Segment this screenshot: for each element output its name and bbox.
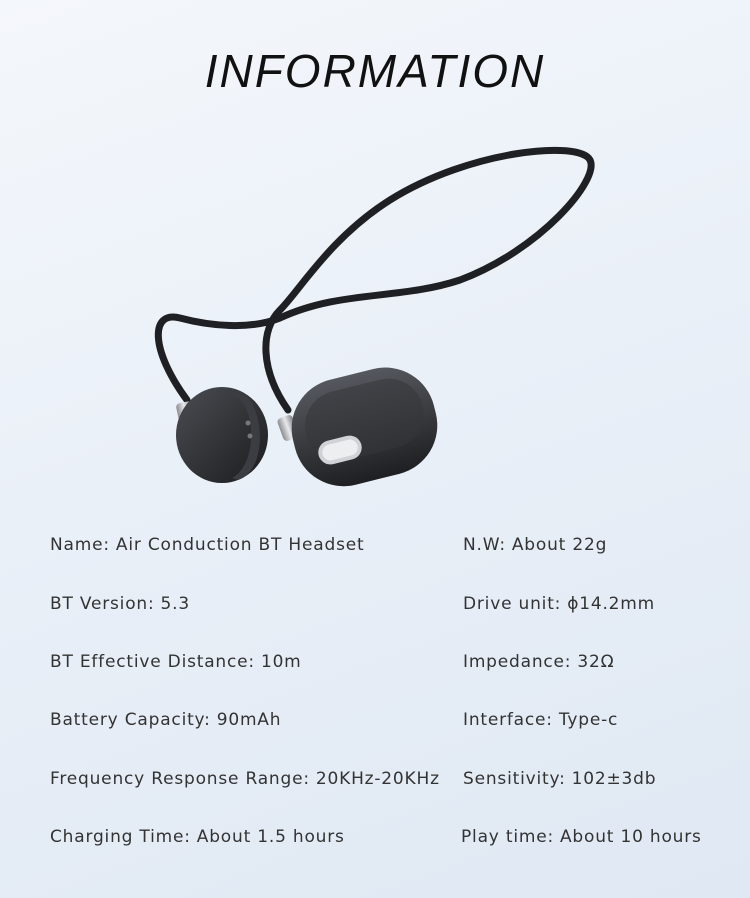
headset-product-image (140, 140, 610, 490)
spec-bt-version: BT Version: 5.3 (50, 594, 190, 614)
spec-drive-unit: Drive unit: ϕ14.2mm (463, 594, 655, 614)
spec-name: Name: Air Conduction BT Headset (50, 535, 365, 555)
spec-bt-distance: BT Effective Distance: 10m (50, 652, 302, 672)
spec-play-time: Play time: About 10 hours (461, 827, 702, 847)
spec-charging-time: Charging Time: About 1.5 hours (50, 827, 345, 847)
spec-frequency: Frequency Response Range: 20KHz-20KHz (50, 769, 440, 789)
page-title: INFORMATION (204, 45, 546, 97)
spec-sensitivity: Sensitivity: 102±3db (463, 769, 657, 789)
spec-impedance: Impedance: 32Ω (463, 652, 615, 672)
spec-net-weight: N.W: About 22g (463, 535, 608, 555)
spec-interface: Interface: Type-c (463, 710, 619, 730)
spec-battery: Battery Capacity: 90mAh (50, 710, 282, 730)
